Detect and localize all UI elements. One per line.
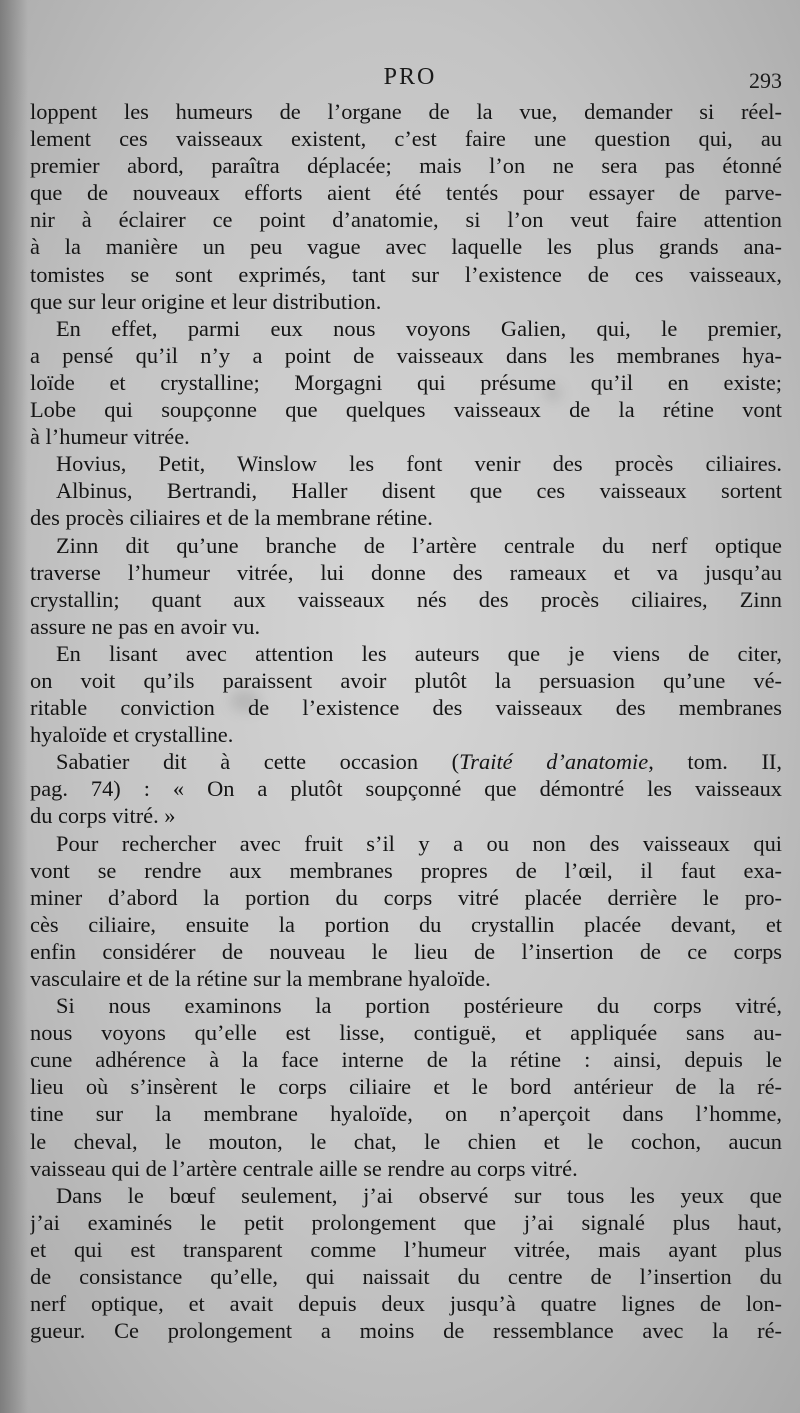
text-line: En lisant avec attention les auteurs que je viens de citer,	[56, 640, 782, 666]
text-line: cune adhérence à la face interne de la rétine : ainsi, depuis le	[30, 1047, 782, 1073]
text-line: j’ai examinés le petit prolongement que j’ai signalé plus haut,	[30, 1209, 782, 1235]
text-line: ritable conviction de l’existence des vaisseaux des membranes	[30, 695, 782, 721]
text-line: vasculaire et de la rétine sur la membrane hyaloïde.	[30, 966, 491, 991]
text-line: Zinn dit qu’une branche de l’artère centrale du nerf optique	[56, 532, 782, 558]
text-line: de consistance qu’elle, qui naissait du centre de l’insertion du	[30, 1264, 782, 1290]
text-line: enfin considérer de nouveau le lieu de l’insertion de ce corps	[30, 938, 782, 964]
text-line: loïde et crystalline; Morgagni qui présume qu’il en existe;	[30, 369, 782, 395]
text-line: le cheval, le mouton, le chat, le chien et le cochon, aucun	[30, 1128, 782, 1154]
text-line: du corps vitré. »	[30, 803, 176, 829]
text-line: vaisseau qui de l’artère centrale aille se rendre au corps vitré.	[30, 1155, 578, 1181]
text-line: tomistes se sont exprimés, tant sur l’existence de ces vaisseaux,	[30, 261, 782, 287]
cited-title: Traité d’anatomie	[459, 749, 649, 775]
text-line: Hovius, Petit, Winslow les font venir des procès ciliaires.	[56, 451, 782, 477]
text-line: que de nouveaux efforts aient été tentés pour essayer de parve-	[30, 180, 782, 206]
text-line: a pensé qu’il n’y a point de vaisseaux dans les membranes hya-	[30, 342, 782, 368]
text-line: tine sur la membrane hyaloïde, on n’aperçoit dans l’homme,	[30, 1101, 782, 1127]
text-line: hyaloïde et crystalline.	[30, 722, 234, 748]
text-line: Pour rechercher avec fruit s’il y a ou non des vaisseaux qui	[56, 830, 782, 856]
text-line: Albinus, Bertrandi, Haller disent que ces vaisseaux sortent	[56, 478, 782, 504]
text-line: vont se rendre aux membranes propres de l’œil, il faut exa-	[30, 857, 782, 883]
text-line: pag. 74) : « On a plutôt soupçonné que démontré les vaisseaux	[30, 776, 782, 802]
text-line: cès ciliaire, ensuite la portion du crystallin placée devant, et	[30, 911, 782, 937]
page-header	[30, 64, 790, 98]
text-line: nir à éclairer ce point d’anatomie, si l’on veut faire attention	[30, 207, 782, 233]
text-line: lement ces vaisseaux existent, c’est faire une question qui, au	[30, 126, 782, 152]
text-line: nous voyons qu’elle est lisse, contiguë, et appliquée sans au-	[30, 1020, 782, 1046]
text-line: loppent les humeurs de l’organe de la vue, demander si réel-	[30, 99, 782, 124]
text-line: crystallin; quant aux vaisseaux nés des procès ciliaires, Zinn	[30, 586, 782, 612]
text-line: miner d’abord la portion du corps vitré placée derrière le pro-	[30, 884, 782, 910]
text-line: des procès ciliaires et de la membrane rétine.	[30, 505, 433, 531]
text-line: traverse l’humeur vitrée, lui donne des rameaux et va jusqu’au	[30, 559, 782, 585]
text-line: Sabatier dit à cette occasion (Traité d’anatomie, tom. II,	[56, 749, 782, 775]
text-line: nerf optique, et avait depuis deux jusqu’à quatre lignes de lon-	[30, 1291, 782, 1317]
text-line: En effet, parmi eux nous voyons Galien, qui, le premier,	[56, 315, 782, 341]
page-number: 293	[749, 68, 782, 93]
text-line: gueur. Ce prolongement a moins de ressemblance avec la ré-	[30, 1318, 782, 1344]
text-line: assure ne pas en avoir vu.	[30, 613, 261, 639]
body-text	[30, 98, 782, 1344]
text-line: Dans le bœuf seulement, j’ai observé sur tous les yeux que	[56, 1182, 782, 1208]
text-line: lieu où s’insèrent le corps ciliaire et le bord antérieur de la ré-	[30, 1074, 782, 1100]
text-line: Lobe qui soupçonne que quelques vaisseaux de la rétine vont	[30, 397, 782, 423]
text-line: premier abord, paraîtra déplacée; mais l’on ne sera pas étonné	[30, 153, 782, 179]
running-head: PRO	[383, 64, 437, 90]
text-line: à l’humeur vitrée.	[30, 424, 190, 450]
text-line: Si nous examinons la portion postérieure du corps vitré,	[56, 993, 782, 1019]
text-line: on voit qu’ils paraissent avoir plutôt la persuasion qu’une vé-	[30, 667, 782, 693]
text-line: et qui est transparent comme l’humeur vitrée, mais ayant plus	[30, 1236, 782, 1262]
text-line: que sur leur origine et leur distribution.	[30, 288, 382, 314]
text-line: à la manière un peu vague avec laquelle les plus grands ana-	[30, 234, 782, 260]
